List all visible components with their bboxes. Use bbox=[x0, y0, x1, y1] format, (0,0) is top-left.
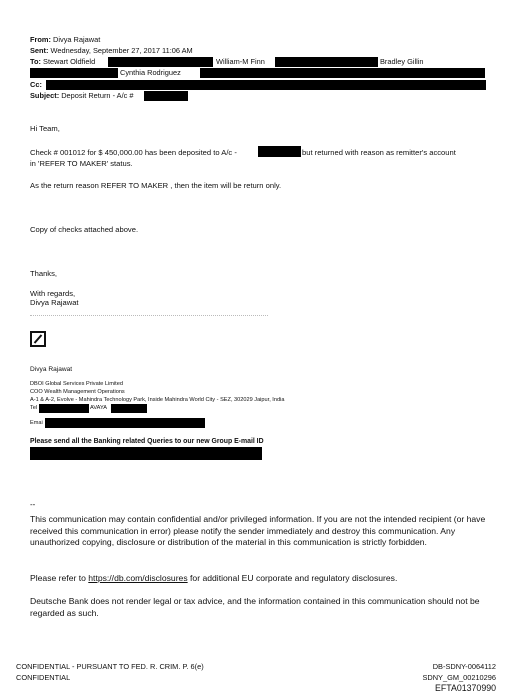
to-line bbox=[30, 57, 95, 66]
footer-left-2: CONFIDENTIAL bbox=[16, 673, 71, 682]
signature-notice: Please send all the Banking related Queries to our new Group E-mail ID bbox=[30, 438, 264, 445]
disclaimer-para-3: Deutsche Bank does not render legal or tax advice, and the information contained in this communication should not be regarded as such. bbox=[30, 596, 480, 618]
signature-name: Divya Rajawat bbox=[30, 366, 73, 373]
from-line bbox=[30, 35, 100, 44]
redaction-tel bbox=[39, 404, 89, 413]
footer-right-2: SDNY_GM_00210296 bbox=[422, 673, 496, 682]
to-recipient-4: Cynthia Rodriguez bbox=[120, 68, 181, 77]
redaction-cc bbox=[46, 80, 486, 90]
signature-dept: COO Wealth Management Operations bbox=[30, 389, 125, 395]
signature-address: A-1 & A-2, Evolve - Mahindra Technology Park, Inside Mahindra World City - SEZ, 302029 Jaipur, India bbox=[30, 397, 285, 403]
sent-label: Sent: bbox=[30, 46, 49, 55]
redaction-group-email bbox=[30, 447, 262, 460]
signature-tel-label: Tel bbox=[30, 405, 38, 411]
body-line-1a: Check # 001012 for $ 450,000.00 has been deposited to A/c - bbox=[30, 148, 237, 157]
disclaimer-para-2 bbox=[30, 573, 490, 585]
body-line-1b: but returned with reason as remitter's account bbox=[302, 148, 456, 157]
redaction-account bbox=[258, 146, 301, 157]
footer-left-1: CONFIDENTIAL - PURSUANT TO FED. R. CRIM. P. 6(e) bbox=[16, 662, 204, 671]
redaction-subject bbox=[144, 91, 188, 101]
signature-divider bbox=[30, 315, 268, 316]
signoff-name: Divya Rajawat bbox=[30, 298, 79, 307]
body-line-4: Copy of checks attached above. bbox=[30, 225, 139, 234]
body-line-2: in 'REFER TO MAKER' status. bbox=[30, 159, 133, 168]
redaction-email bbox=[45, 418, 205, 428]
redaction-avaya bbox=[111, 404, 147, 413]
disclaimer-para-2-suffix: for additional EU corporate and regulatory disclosures. bbox=[187, 573, 398, 583]
subject-line bbox=[30, 91, 134, 100]
to-recipient-1: Stewart Oldfield bbox=[43, 57, 96, 66]
body-line-3: As the return reason REFER TO MAKER , then the item will be return only. bbox=[30, 181, 282, 190]
disclaimer-dash: -- bbox=[30, 500, 36, 509]
subject-value: Deposit Return - A/c # bbox=[61, 91, 134, 100]
signature-tel-avaya: AVAYA bbox=[90, 405, 107, 411]
regards: With regards, bbox=[30, 289, 76, 298]
greeting: Hi Team, bbox=[30, 124, 60, 133]
thanks: Thanks, bbox=[30, 269, 58, 278]
redaction-to-3 bbox=[30, 68, 118, 78]
disclosures-link[interactable]: https://db.com/disclosures bbox=[88, 573, 188, 583]
deutsche-bank-logo-icon bbox=[30, 331, 46, 347]
to-label: To: bbox=[30, 57, 41, 66]
from-value: Divya Rajawat bbox=[53, 35, 101, 44]
to-recipient-2: William-M Finn bbox=[216, 57, 265, 66]
from-label: From: bbox=[30, 35, 51, 44]
cc-label: Cc: bbox=[30, 80, 42, 89]
sent-value: Wednesday, September 27, 2017 11:06 AM bbox=[50, 46, 193, 55]
disclaimer-para-2-prefix: Please refer to bbox=[30, 573, 89, 583]
footer-right-3: EFTA01370990 bbox=[435, 683, 496, 693]
subject-label: Subject: bbox=[30, 91, 60, 100]
footer-right-1: DB-SDNY-0064112 bbox=[432, 662, 496, 671]
redaction-to-1 bbox=[108, 57, 213, 67]
disclaimer-para-1: This communication may contain confidential and/or privileged information. If you are not the intended recipient (or have received this communication in error) please notify the sender immediately and destroy this communication. Any unauthorized copying, disclosure or distribution of the material in this communication is strictly forbidden. bbox=[30, 514, 486, 548]
signature-email-label: Emai bbox=[30, 420, 43, 426]
redaction-to-4 bbox=[200, 68, 485, 78]
redaction-to-2 bbox=[275, 57, 378, 67]
to-recipient-3: Bradley Gillin bbox=[380, 57, 424, 66]
sent-line bbox=[30, 46, 193, 55]
signature-company: DBOI Global Services Private Limited bbox=[30, 381, 123, 387]
